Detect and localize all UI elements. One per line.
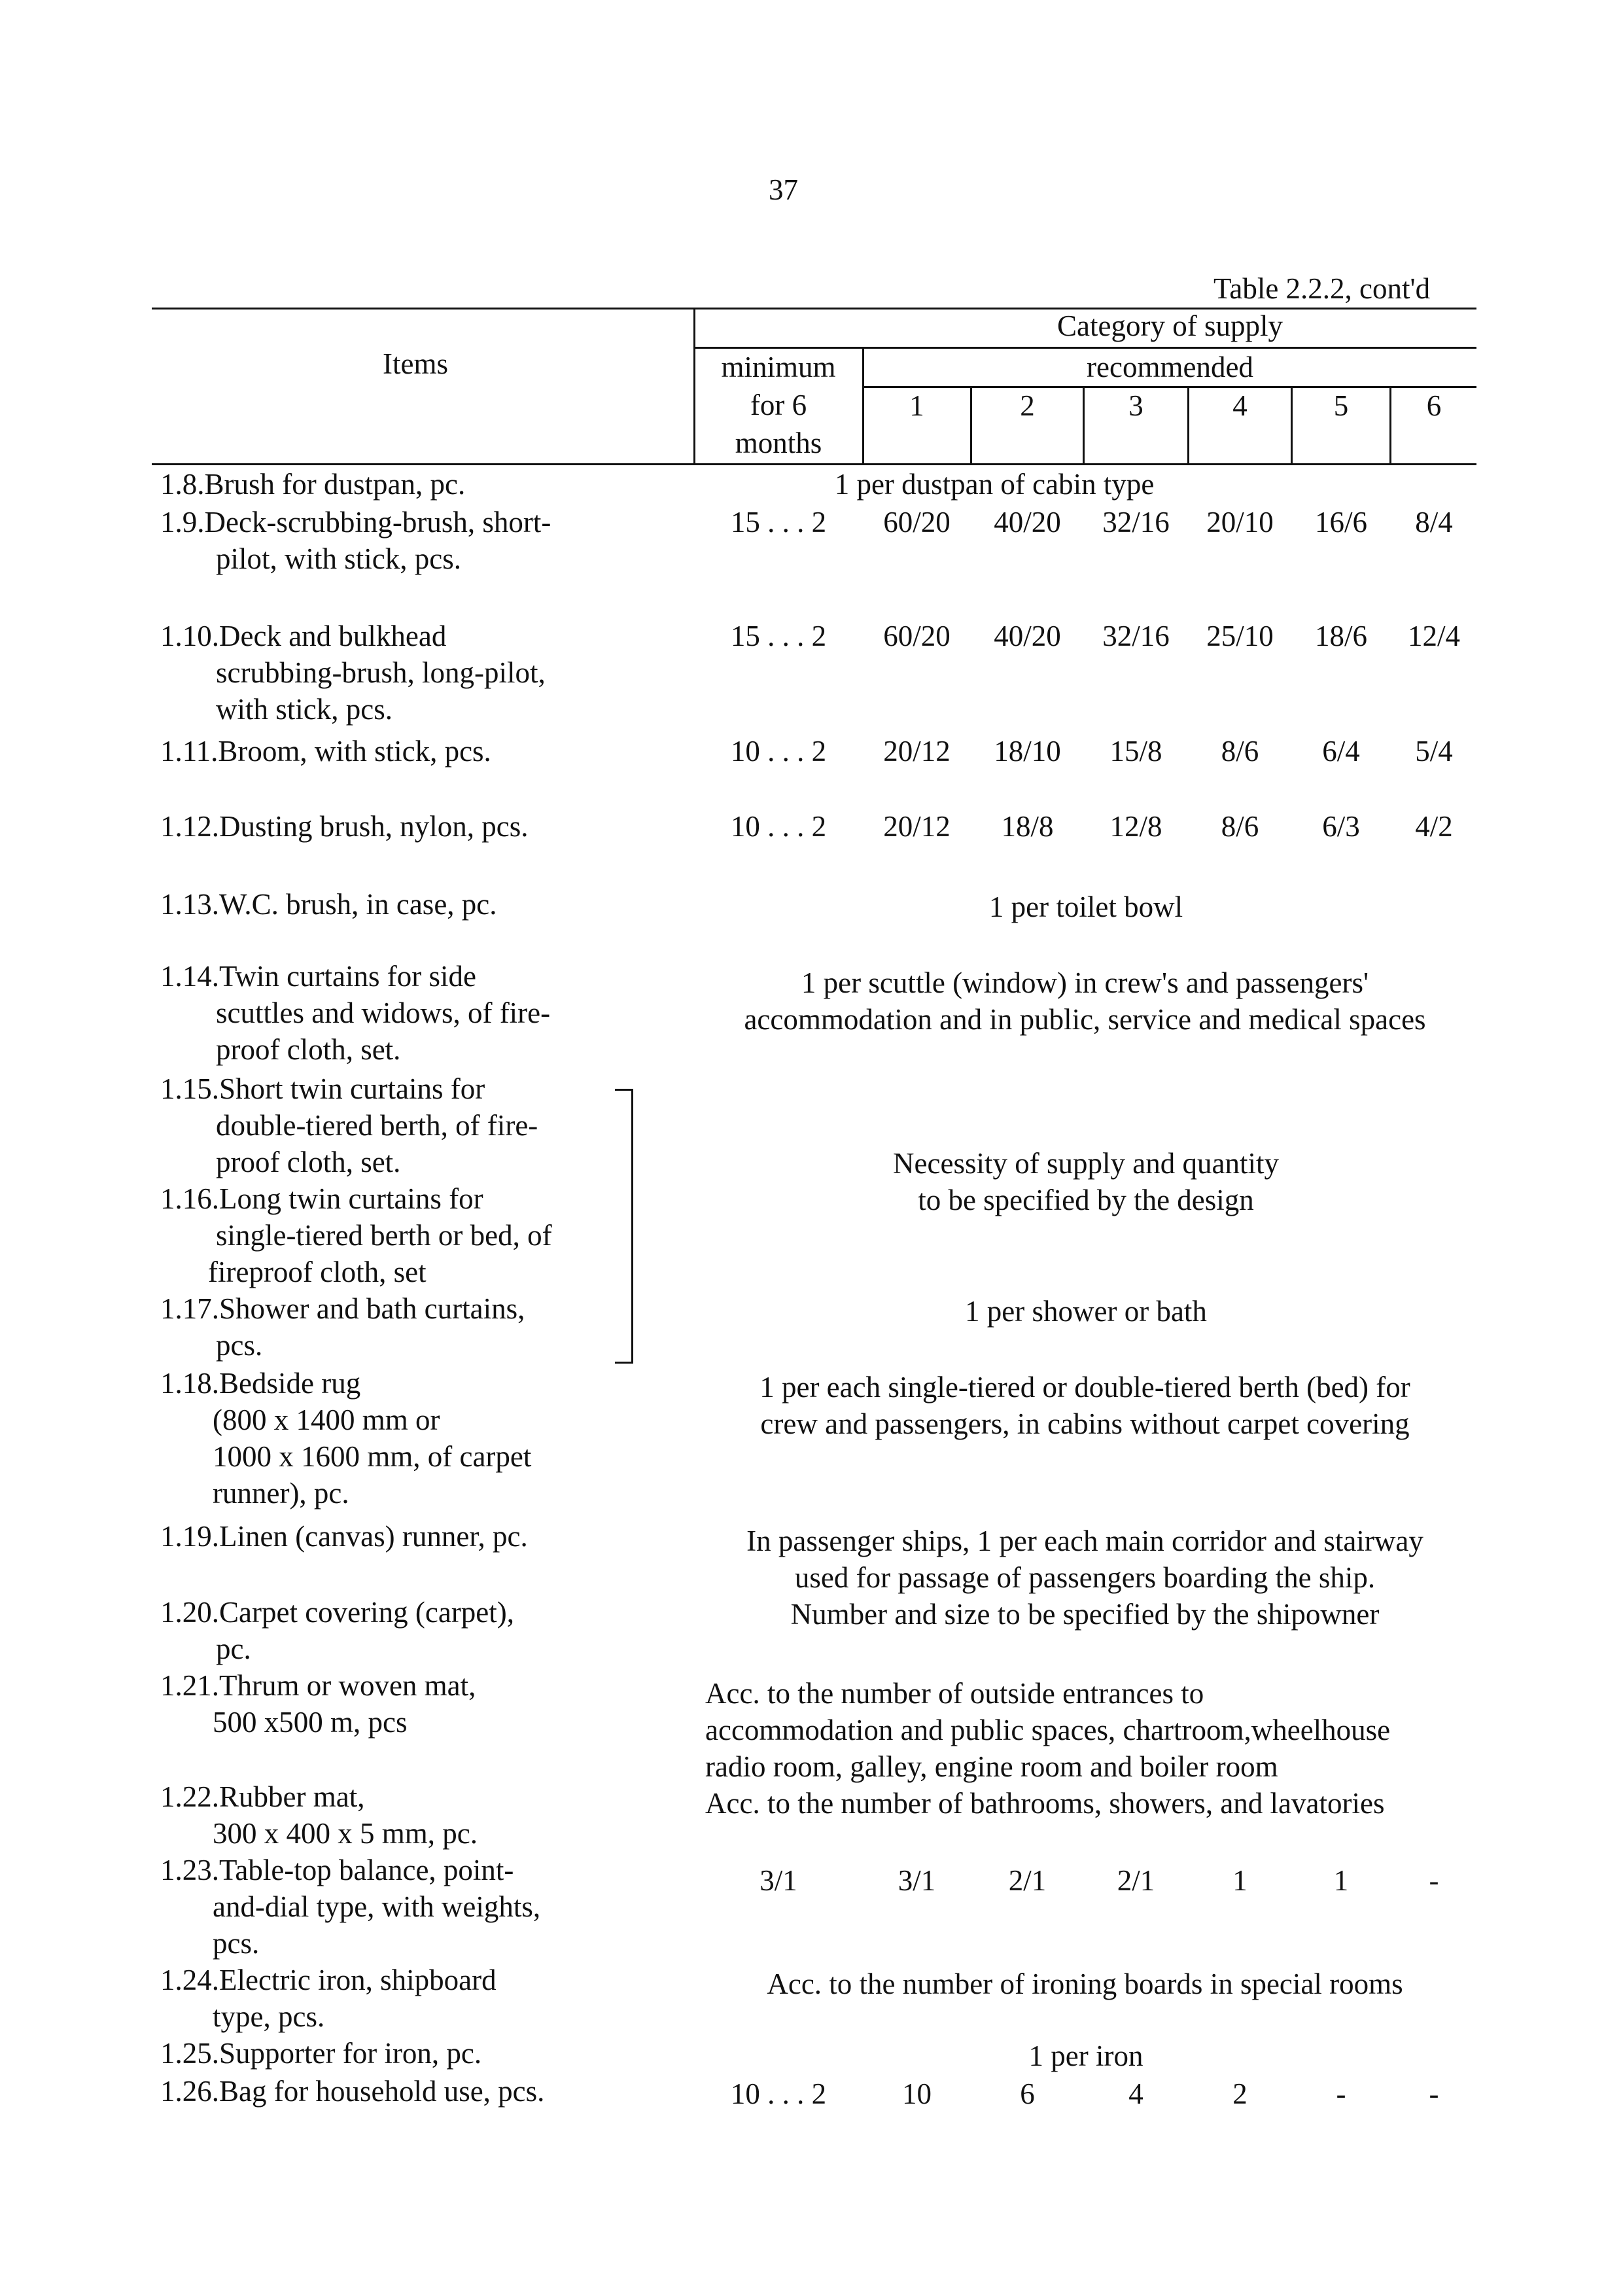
- val-1-9-c4: 20/10: [1206, 506, 1274, 539]
- span-1-8: 1 per dustpan of cabin type: [834, 468, 1155, 501]
- col-header-5: 5: [1333, 389, 1349, 422]
- item-1-10-line-2: scrubbing-brush, long-pilot,: [216, 656, 546, 689]
- item-1-15-line-2: double-tiered berth, of fire-: [216, 1109, 538, 1142]
- val-1-12-c2: 18/8: [1001, 810, 1054, 843]
- val-1-12-c3: 12/8: [1109, 810, 1162, 843]
- col-header-6: 6: [1426, 389, 1442, 422]
- val-1-9-min: 15 . . . 2: [730, 506, 827, 539]
- span-1-21-line-3: radio room, galley, engine room and boiler room: [705, 1750, 1278, 1783]
- val-1-12-c5: 6/3: [1322, 810, 1360, 843]
- span-1-21-line-1: Acc. to the number of outside entrances to: [705, 1677, 1204, 1710]
- item-1-18-line-3: 1000 x 1600 mm, of carpet: [213, 1440, 532, 1473]
- span-1-13: 1 per toilet bowl: [988, 891, 1183, 923]
- val-1-11-c3: 15/8: [1109, 735, 1162, 768]
- val-1-26-c1: 10: [902, 2077, 932, 2110]
- item-1-21-line-2: 500 x500 m, pcs: [213, 1706, 408, 1739]
- val-1-11-c6: 5/4: [1415, 735, 1453, 768]
- val-1-26-c5: -: [1336, 2077, 1346, 2110]
- val-1-12-c1: 20/12: [883, 810, 951, 843]
- val-1-26-c3: 4: [1128, 2077, 1143, 2110]
- val-1-9-c2: 40/20: [994, 506, 1061, 539]
- item-1-16-line-2: single-tiered berth or bed, of: [216, 1219, 552, 1252]
- item-1-18-line-4: runner), pc.: [213, 1477, 349, 1510]
- val-1-9-c3: 32/16: [1102, 506, 1170, 539]
- span-1-22: Acc. to the number of bathrooms, showers, and lavatories: [705, 1787, 1385, 1820]
- val-1-10-c5: 18/6: [1314, 620, 1367, 652]
- val-1-26-c2: 6: [1020, 2077, 1035, 2110]
- val-1-10-min: 15 . . . 2: [730, 620, 827, 652]
- val-1-23-c1: 3/1: [898, 1864, 936, 1897]
- item-1-20-line-1: 1.20.Carpet covering (carpet),: [160, 1596, 515, 1629]
- span-1-19-line-3: Number and size to be specified by the shipowner: [790, 1598, 1380, 1631]
- span-1-21-line-2: accommodation and public spaces, chartroom,wheelhouse: [705, 1714, 1391, 1746]
- col-header-4: 4: [1232, 389, 1248, 422]
- item-1-14-line-1: 1.14.Twin curtains for side: [160, 960, 477, 993]
- col-header-2: 2: [1020, 389, 1035, 422]
- item-1-23-line-3: pcs.: [213, 1927, 260, 1960]
- item-1-14-line-2: scuttles and widows, of fire-: [216, 997, 551, 1029]
- val-1-11-min: 10 . . . 2: [730, 735, 827, 768]
- item-1-22-line-1: 1.22.Rubber mat,: [160, 1780, 365, 1813]
- span-1-19-line-1: In passenger ships, 1 per each main corridor and stairway: [746, 1525, 1423, 1557]
- item-1-22-line-2: 300 x 400 x 5 mm, pc.: [213, 1817, 478, 1850]
- minimum-header-3: months: [735, 427, 822, 459]
- span-1-18-line-2: crew and passengers, in cabins without carpet covering: [760, 1407, 1410, 1440]
- item-1-16-line-3: fireproof cloth, set: [208, 1256, 427, 1288]
- item-1-25: 1.25.Supporter for iron, pc.: [160, 2037, 482, 2070]
- val-1-12-c6: 4/2: [1415, 810, 1453, 843]
- val-1-9-c1: 60/20: [883, 506, 951, 539]
- items-header: Items: [383, 347, 448, 380]
- span-1-24: Acc. to the number of ironing boards in special rooms: [767, 1968, 1403, 2000]
- item-1-26: 1.26.Bag for household use, pcs.: [160, 2075, 545, 2108]
- item-1-20-line-2: pc.: [216, 1633, 251, 1665]
- page-number: 37: [769, 173, 798, 206]
- val-1-26-min: 10 . . . 2: [730, 2077, 827, 2110]
- span-1-14-line-2: accommodation and in public, service and medical spaces: [744, 1003, 1426, 1036]
- span-1-18-line-1: 1 per each single-tiered or double-tiered berth (bed) for: [759, 1371, 1410, 1404]
- span-1-19-line-2: used for passage of passengers boarding the ship.: [794, 1561, 1376, 1594]
- item-1-16-line-1: 1.16.Long twin curtains for: [160, 1182, 483, 1215]
- item-1-19: 1.19.Linen (canvas) runner, pc.: [160, 1520, 528, 1553]
- val-1-23-min: 3/1: [759, 1864, 797, 1897]
- item-1-10-line-1: 1.10.Deck and bulkhead: [160, 620, 447, 652]
- item-1-11: 1.11.Broom, with stick, pcs.: [160, 735, 491, 768]
- val-1-10-c1: 60/20: [883, 620, 951, 652]
- minimum-header-1: minimum: [721, 351, 836, 383]
- val-1-10-c2: 40/20: [994, 620, 1061, 652]
- item-1-15-line-3: proof cloth, set.: [216, 1146, 401, 1178]
- val-1-12-c4: 8/6: [1221, 810, 1259, 843]
- span-1-16-line-2: to be specified by the design: [918, 1184, 1254, 1216]
- val-1-12-min: 10 . . . 2: [730, 810, 827, 843]
- span-1-16-line-1: Necessity of supply and quantity: [893, 1147, 1279, 1180]
- item-1-15-line-1: 1.15.Short twin curtains for: [160, 1072, 485, 1105]
- span-1-14-line-1: 1 per scuttle (window) in crew's and passengers': [801, 966, 1369, 999]
- col-header-1: 1: [909, 389, 924, 422]
- bracket-bottom: [615, 1362, 633, 1364]
- item-1-9-line-2: pilot, with stick, pcs.: [216, 542, 461, 575]
- item-1-23-line-2: and-dial type, with weights,: [213, 1890, 541, 1923]
- span-1-25: 1 per iron: [1028, 2040, 1143, 2072]
- item-1-24-line-2: type, pcs.: [213, 2000, 325, 2033]
- minimum-header-2: for 6: [750, 389, 807, 421]
- val-1-11-c5: 6/4: [1322, 735, 1360, 768]
- item-1-21-line-1: 1.21.Thrum or woven mat,: [160, 1669, 476, 1702]
- item-1-14-line-3: proof cloth, set.: [216, 1033, 401, 1066]
- val-1-11-c2: 18/10: [994, 735, 1061, 768]
- val-1-10-c3: 32/16: [1102, 620, 1170, 652]
- val-1-23-c4: 1: [1232, 1864, 1248, 1897]
- item-1-17-line-1: 1.17.Shower and bath curtains,: [160, 1292, 525, 1325]
- val-1-26-c4: 2: [1232, 2077, 1248, 2110]
- item-1-18-line-2: (800 x 1400 mm or: [213, 1404, 440, 1436]
- val-1-10-c4: 25/10: [1206, 620, 1274, 652]
- val-1-9-c5: 16/6: [1314, 506, 1367, 539]
- recommended-header: recommended: [1087, 351, 1253, 383]
- bracket-top: [615, 1089, 633, 1091]
- item-1-17-line-2: pcs.: [216, 1329, 263, 1362]
- table-caption: Table 2.2.2, cont'd: [1213, 272, 1431, 305]
- item-1-24-line-1: 1.24.Electric iron, shipboard: [160, 1964, 497, 1996]
- item-1-10-line-3: with stick, pcs.: [216, 693, 393, 726]
- header-bottom-rule: [152, 463, 1476, 465]
- category-header: Category of supply: [1057, 309, 1283, 342]
- item-1-18-line-1: 1.18.Bedside rug: [160, 1367, 361, 1400]
- val-1-26-c6: -: [1429, 2077, 1439, 2110]
- item-1-13: 1.13.W.C. brush, in case, pc.: [160, 888, 497, 921]
- val-1-23-c2: 2/1: [1008, 1864, 1047, 1897]
- span-1-17: 1 per shower or bath: [965, 1295, 1207, 1328]
- item-1-8: 1.8.Brush for dustpan, pc.: [160, 468, 466, 501]
- val-1-23-c5: 1: [1333, 1864, 1349, 1897]
- val-1-23-c6: -: [1429, 1864, 1439, 1897]
- val-1-10-c6: 12/4: [1407, 620, 1460, 652]
- bracket-spine: [631, 1089, 633, 1364]
- val-1-11-c4: 8/6: [1221, 735, 1259, 768]
- item-1-12: 1.12.Dusting brush, nylon, pcs.: [160, 810, 529, 843]
- col-header-3: 3: [1128, 389, 1143, 422]
- val-1-9-c6: 8/4: [1415, 506, 1453, 539]
- item-1-23-line-1: 1.23.Table-top balance, point-: [160, 1854, 514, 1886]
- val-1-23-c3: 2/1: [1117, 1864, 1155, 1897]
- val-1-11-c1: 20/12: [883, 735, 951, 768]
- item-1-9-line-1: 1.9.Deck-scrubbing-brush, short-: [160, 506, 551, 539]
